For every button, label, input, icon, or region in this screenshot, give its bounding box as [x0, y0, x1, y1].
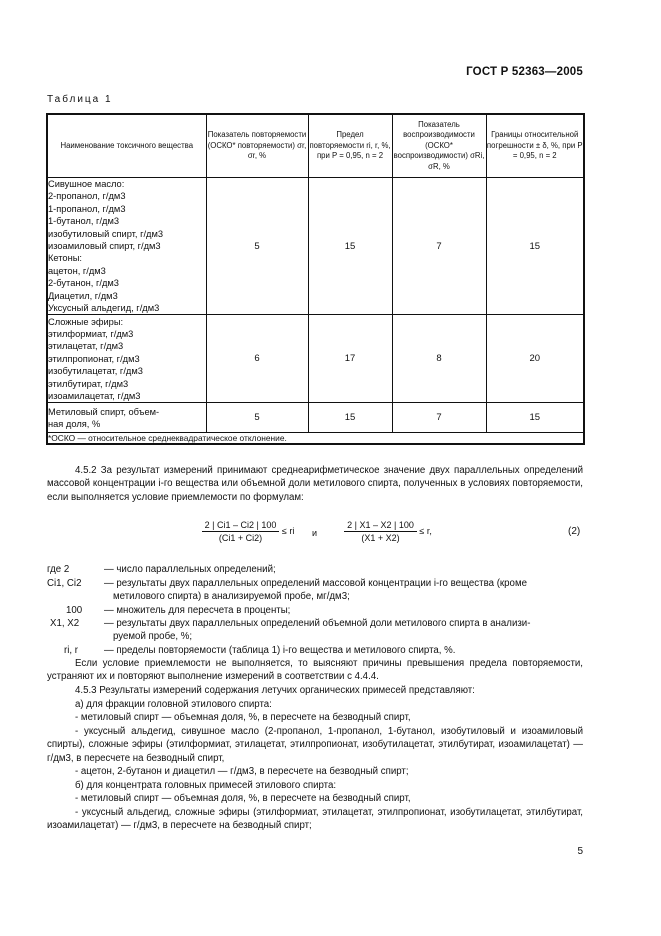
value-cell: 5	[206, 403, 308, 433]
formula-right-rhs: ≤ r,	[419, 525, 432, 536]
row-substances	[47, 315, 206, 403]
list-item: этилацетат, г/дм3	[48, 341, 124, 352]
value-cell: 17	[308, 315, 392, 403]
list-item: - метиловый спирт — объемная доля, %, в пересчете на безводный спирт,	[75, 793, 411, 804]
value-cell: 7	[392, 178, 486, 315]
footnote-row	[47, 433, 584, 445]
data-table	[46, 113, 585, 445]
formula-left-numerator: 2 | Ci1 – Ci2 | 100	[202, 520, 280, 532]
value-cell: 6	[206, 315, 308, 403]
where-text: — результаты двух параллельных определений объемной доли метилового спирта в анализи-	[104, 618, 531, 629]
formula-left-denominator: (Ci1 + Ci2)	[218, 533, 263, 543]
list-item: - метиловый спирт — объемная доля, %, в пересчете на безводный спирт,	[75, 712, 411, 723]
list-item: Уксусный альдегид, г/дм3	[48, 303, 160, 314]
list-item: 1-пропанол, г/дм3	[48, 203, 126, 214]
col-header-repeatability-index: Показатель повторяемости (ОСКО* повторяемости) σr, σr, %	[206, 114, 308, 178]
value-cell: 15	[486, 403, 584, 433]
standard-number: ГОСТ Р 52363—2005	[466, 66, 583, 78]
formula-right-denominator: (X1 + X2)	[361, 533, 400, 543]
value-cell: 15	[308, 403, 392, 433]
where-text: — множитель для пересчета в проценты;	[104, 605, 291, 616]
page-number: 5	[577, 846, 583, 857]
list-item-a: а) для фракции головной этилового спирта:	[75, 699, 272, 710]
row-substances	[47, 403, 206, 433]
list-item: Диацетил, г/дм3	[48, 290, 118, 301]
table-row	[47, 315, 584, 403]
list-item: этилформиат, г/дм3	[48, 328, 134, 339]
list-item: ная доля, %	[48, 418, 101, 429]
formula-left-rhs: ≤ ri	[281, 525, 295, 536]
value-cell: 7	[392, 403, 486, 433]
value-cell: 5	[206, 178, 308, 315]
table-header-row	[47, 114, 584, 178]
table-footnote: *ОСКО — относительное среднеквадратическое отклонение.	[47, 433, 584, 445]
list-item: изоамилацетат, г/дм3	[48, 390, 141, 401]
where-sym: X1, X2	[50, 618, 80, 629]
value-cell: 8	[392, 315, 486, 403]
where-text: — число параллельных определений;	[104, 564, 276, 575]
list-item: - уксусный альдегид, сложные эфиры (этилформиат, этилацетат, этилпропионат, изобутилацетат, этилбутират, изоамилацетат) — г/дм3, в пересчете на безводный спирт;	[47, 807, 583, 832]
where-sym: 100	[66, 605, 83, 616]
formula-right	[338, 520, 438, 543]
value-cell: 20	[486, 315, 584, 403]
list-item: 1-бутанол, г/дм3	[48, 216, 120, 227]
list-item: ацетон, г/дм3	[48, 265, 106, 276]
list-item: этилбутират, г/дм3	[48, 378, 129, 389]
list-item: 2-пропанол, г/дм3	[48, 191, 126, 202]
where-sym: где 2	[47, 564, 70, 575]
list-item: Сложные эфиры:	[48, 316, 124, 327]
list-item: Кетоны:	[48, 253, 83, 264]
where-sym: Ci1, Ci2	[47, 578, 82, 589]
formula-left	[188, 520, 308, 543]
list-item: изобутиловый спирт, г/дм3	[48, 228, 164, 239]
table-row	[47, 403, 584, 433]
paragraph-acceptability-fail: Если условие приемлемости не выполняется, то выясняют причины превышения предела повторяемости, устраняют их и повторяют выполнение измерений в соответствии с 4.4.4.	[47, 658, 583, 683]
value-cell: 15	[308, 178, 392, 315]
list-item: изобутилацетат, г/дм3	[48, 366, 143, 377]
col-header-error-bounds: Границы относительной погрешности ± δ, %, при P = 0,95, n = 2	[486, 114, 584, 178]
where-text: руемой пробе, %;	[113, 631, 193, 642]
where-text: метилового спирта) в анализируемой пробе, мг/дм3;	[113, 591, 350, 602]
list-item: Сивушное масло:	[48, 179, 125, 189]
where-text: — результаты двух параллельных определений массовой концентрации i-го вещества (кроме	[104, 578, 527, 589]
paragraph-4-5-3: 4.5.3 Результаты измерений содержания летучих органических примесей представляют:	[75, 685, 475, 696]
list-item: Метиловый спирт, объем-	[48, 406, 160, 417]
where-sym: ri, r	[64, 645, 78, 656]
list-item: этилпропионат, г/дм3	[48, 353, 140, 364]
list-item: - уксусный альдегид, сивушное масло (2-пропанол, 1-пропанол, 1-бутанол, изобутиловый и изоамиловый спирты), сложные эфиры (этилформиат, этилацетат, этилпропионат, изобутилацетат, этилбутират, изоамилацетат) — г/дм3, в пересчете на безводный спирт,	[47, 726, 583, 764]
list-item: 2-бутанон, г/дм3	[48, 278, 119, 289]
list-item-b: б) для концентрата головных примесей этилового спирта:	[75, 780, 337, 791]
paragraph-4-5-2: 4.5.2 За результат измерений принимают среднеарифметическое значение двух параллельных определений массовой концентрации i-го вещества или объемной доли метилового спирта, полученных в условиях повторяемости, если выполняется условие приемлемости по формулам:	[47, 465, 583, 503]
formula-right-numerator: 2 | X1 – X2 | 100	[344, 520, 417, 532]
list-item: - ацетон, 2-бутанон и диацетил — г/дм3, в пересчете на безводный спирт;	[75, 766, 409, 777]
col-header-reproducibility-index: Показатель воспроизводимости (ОСКО* воспроизводимости) σRi, σR, %	[392, 114, 486, 178]
col-header-repeatability-limit: Предел повторяемости ri, r, %, при P = 0,95, n = 2	[308, 114, 392, 178]
table-row	[47, 178, 584, 315]
value-cell: 15	[486, 178, 584, 315]
list-item: изоамиловый спирт, г/дм3	[48, 241, 161, 252]
row-substances	[47, 178, 206, 315]
col-header-substance: Наименование токсичного вещества	[47, 114, 206, 178]
formula-number: (2)	[568, 526, 581, 537]
where-text: — пределы повторяемости (таблица 1) i-го вещества и метилового спирта, %.	[104, 645, 456, 656]
table-caption: Таблица 1	[47, 94, 113, 105]
formula-conjunction: и	[312, 528, 318, 538]
